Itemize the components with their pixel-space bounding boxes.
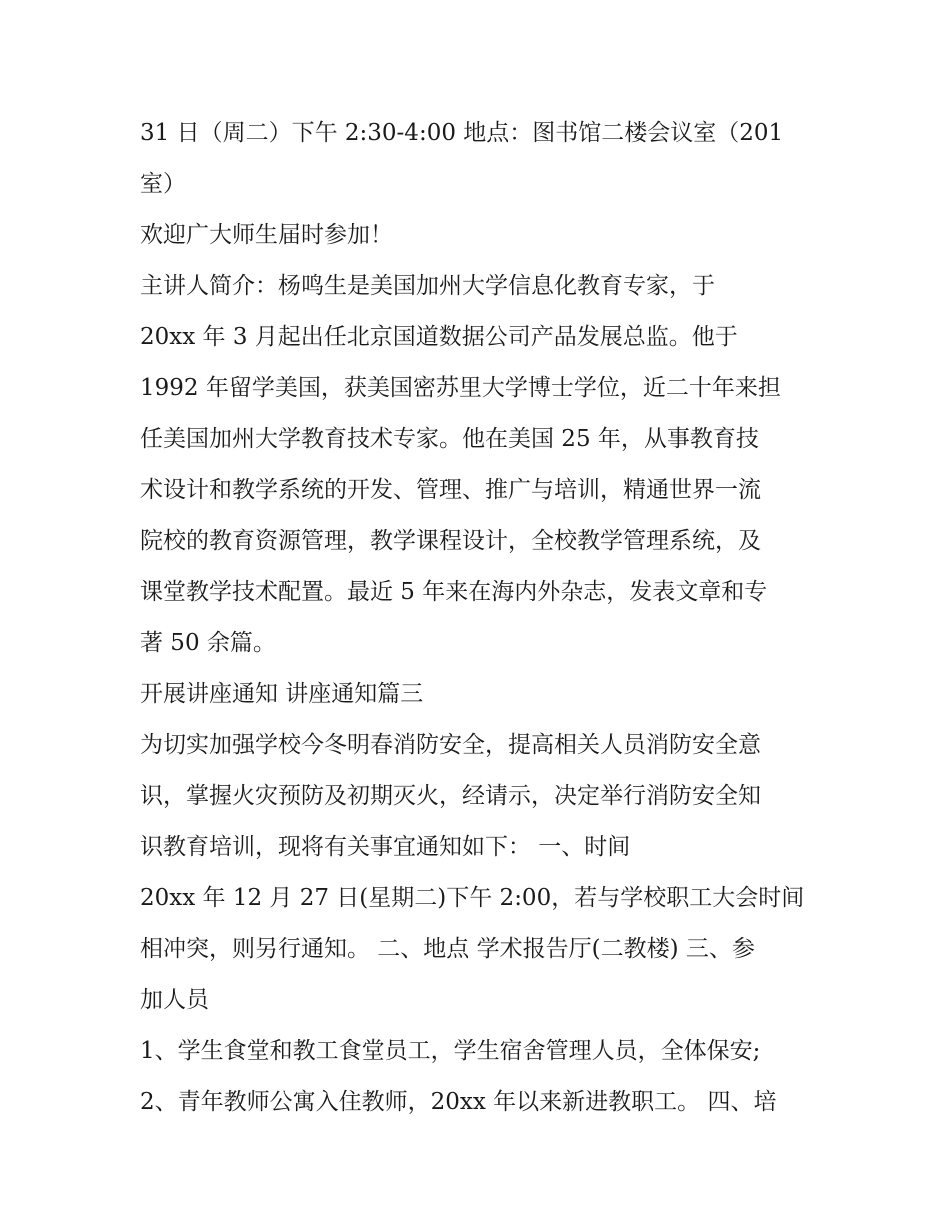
text-line-13: 为切实加强学校今冬明春消防安全，提高相关人员消防安全意 [140, 732, 761, 758]
document-body [140, 108, 820, 1128]
text-line-6: 1992 年留学美国，获美国密苏里大学博士学位，近二十年来担 [140, 375, 781, 401]
text-line-19: 1、学生食堂和教工食堂员工，学生宿舍管理人员，全体保安; [140, 1038, 761, 1064]
text-line-8: 术设计和教学系统的开发、管理、推广与培训，精通世界一流 [140, 477, 761, 503]
text-line-5: 20xx 年 3 月起出任北京国道数据公司产品发展总监。他于 [140, 324, 738, 350]
text-line-11: 著 50 余篇。 [140, 630, 276, 656]
text-line-2: 室） [140, 171, 186, 197]
text-line-3: 欢迎广大师生届时参加！ [140, 222, 393, 248]
text-line-15: 识教育培训，现将有关事宜通知如下： 一、时间 [140, 834, 631, 860]
text-line-7: 任美国加州大学教育技术专家。他在美国 25 年，从事教育技 [140, 426, 759, 452]
section-heading: 开展讲座通知 讲座通知篇三 [140, 681, 424, 707]
text-line-17: 相冲突，则另行通知。 二、地点 学术报告厅(二教楼) 三、参 [140, 936, 755, 962]
text-line-10: 课堂教学技术配置。最近 5 年来在海内外杂志，发表文章和专 [140, 579, 768, 605]
text-line-4: 主讲人简介：杨鸣生是美国加州大学信息化教育专家，于 [140, 273, 715, 299]
text-line-20: 2、青年教师公寓入住教师，20xx 年以来新进教职工。 四、培 [140, 1089, 777, 1115]
text-line-14: 识，掌握火灾预防及初期灭火，经请示，决定举行消防安全知 [140, 783, 761, 809]
text-line-18: 加人员 [140, 987, 209, 1013]
text-line-16: 20xx 年 12 月 27 日(星期二)下午 2:00，若与学校职工大会时间 [140, 885, 805, 911]
text-line-9: 院校的教育资源管理，教学课程设计，全校教学管理系统，及 [140, 528, 761, 554]
text-line-1: 31 日（周二）下午 2:30-4:00 地点：图书馆二楼会议室（201 [140, 120, 784, 146]
